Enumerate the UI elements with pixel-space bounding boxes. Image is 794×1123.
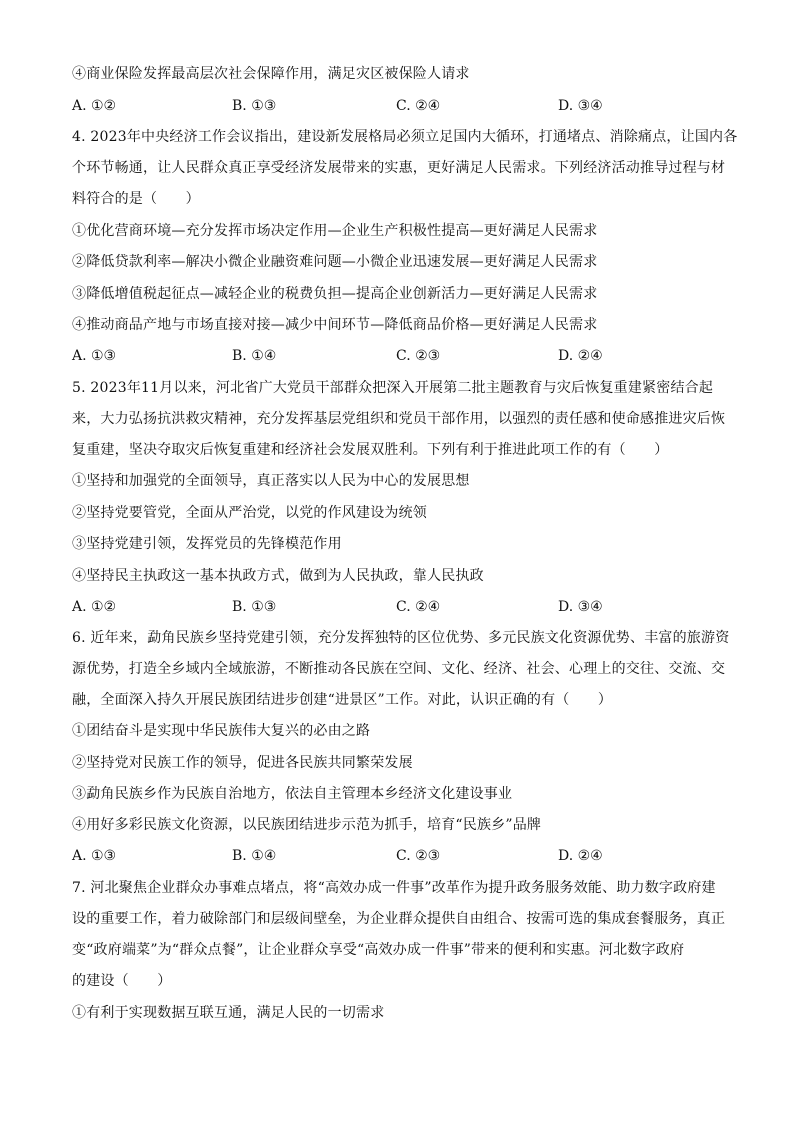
q7-stem-line-4: 的建设（ ） xyxy=(72,973,172,989)
q3-option-a[interactable]: A. ①② xyxy=(72,98,117,114)
q3-option-d[interactable]: D. ③④ xyxy=(558,98,603,114)
q5-item-1: ①坚持和加强党的全面领导，真正落实以人民为中心的发展思想 xyxy=(72,473,470,489)
q4-option-d[interactable]: D. ②④ xyxy=(558,348,603,364)
q5-stem-line-3: 复重建，坚决夺取灾后恢复重建和经济社会发展双胜利。下列有利于推进此项工作的有（ ） xyxy=(72,442,669,458)
q6-item-2: ②坚持党对民族工作的领导，促进各民族共同繁荣发展 xyxy=(72,755,413,771)
q4-option-c[interactable]: C. ②③ xyxy=(396,348,441,364)
q5-item-4: ④坚持民主执政这一基本执政方式，做到为人民执政，靠人民执政 xyxy=(72,568,484,584)
q4-option-b[interactable]: B. ①④ xyxy=(232,348,277,364)
q6-option-a[interactable]: A. ①③ xyxy=(72,848,117,864)
q6-option-b[interactable]: B. ①④ xyxy=(232,848,277,864)
q6-item-3: ③勐角民族乡作为民族自治地方，依法自主管理本乡经济文化建设事业 xyxy=(72,786,513,802)
q3-item-4: ④商业保险发挥最高层次社会保障作用，满足灾区被保险人请求 xyxy=(72,66,470,82)
q5-option-c[interactable]: C. ②④ xyxy=(396,599,441,615)
q6-item-1: ①团结奋斗是实现中华民族伟大复兴的必由之路 xyxy=(72,723,371,739)
q5-item-2: ②坚持党要管党，全面从严治党，以党的作风建设为统领 xyxy=(72,505,427,521)
q4-item-2: ②降低贷款利率—解决小微企业融资难问题—小微企业迅速发展—更好满足人民需求 xyxy=(72,254,598,270)
q4-stem-line-2: 个环节畅通，让人民群众真正享受经济发展带来的实惠，更好满足人民需求。下列经济活动推导过程与材 xyxy=(72,160,726,176)
q4-stem-line-3: 料符合的是（ ） xyxy=(72,191,200,207)
q4-options xyxy=(72,346,732,366)
q5-options xyxy=(72,597,732,617)
q6-option-d[interactable]: D. ②④ xyxy=(558,848,603,864)
q6-options xyxy=(72,846,732,866)
q5-option-b[interactable]: B. ①③ xyxy=(232,599,277,615)
q4-item-4: ④推动商品产地与市场直接对接—减少中间环节—降低商品价格—更好满足人民需求 xyxy=(72,317,598,333)
q4-stem-line-1: 4. 2023年中央经济工作会议指出，建设新发展格局必须立足国内大循环，打通堵点、消除痛点，让国内各 xyxy=(72,129,738,145)
q5-stem-line-1: 5. 2023年11月以来，河北省广大党员干部群众把深入开展第二批主题教育与灾后恢复重建紧密结合起 xyxy=(72,380,714,396)
q5-stem-line-2: 来，大力弘扬抗洪救灾精神，充分发挥基层党组织和党员干部作用，以强烈的责任感和使命感推进灾后恢 xyxy=(72,411,726,427)
q4-item-1: ①优化营商环境—充分发挥市场决定作用—企业生产积极性提高—更好满足人民需求 xyxy=(72,223,598,239)
q3-option-b[interactable]: B. ①③ xyxy=(232,98,277,114)
q7-stem-line-1: 7. 河北聚焦企业群众办事难点堵点，将“高效办成一件事”改革作为提升政务服务效能、助力数字政府建 xyxy=(72,880,716,896)
q3-options xyxy=(72,96,732,116)
q5-item-3: ③坚持党建引领，发挥党员的先锋模范作用 xyxy=(72,536,342,552)
q4-option-a[interactable]: A. ①③ xyxy=(72,348,117,364)
q4-item-3: ③降低增值税起征点—减轻企业的税费负担—提高企业创新活力—更好满足人民需求 xyxy=(72,286,598,302)
q7-stem-line-3: 变“政府端菜”为“群众点餐”，让企业群众享受“高效办成一件事”带来的便利和实惠。河北数字政府 xyxy=(72,942,685,958)
q5-option-d[interactable]: D. ③④ xyxy=(558,599,603,615)
q6-stem-line-3: 融，全面深入持久开展民族团结进步创建“进景区”工作。对此，认识正确的有（ ） xyxy=(72,692,613,708)
q6-stem-line-1: 6. 近年来，勐角民族乡坚持党建引领，充分发挥独特的区位优势、多元民族文化资源优势、丰富的旅游资 xyxy=(72,630,730,646)
q6-item-4: ④用好多彩民族文化资源，以民族团结进步示范为抓手，培育“民族乡”品牌 xyxy=(72,817,542,833)
q7-item-1: ①有利于实现数据互联互通，满足人民的一切需求 xyxy=(72,1005,385,1021)
q7-stem-line-2: 设的重要工作，着力破除部门和层级间壁垒，为企业群众提供自由组合、按需可选的集成套餐服务，真正 xyxy=(72,911,726,927)
q5-option-a[interactable]: A. ①② xyxy=(72,599,117,615)
q6-option-c[interactable]: C. ②③ xyxy=(396,848,441,864)
q6-stem-line-2: 源优势，打造全乡域内全域旅游，不断推动各民族在空间、文化、经济、社会、心理上的交往、交流、交 xyxy=(72,661,726,677)
q3-option-c[interactable]: C. ②④ xyxy=(396,98,441,114)
